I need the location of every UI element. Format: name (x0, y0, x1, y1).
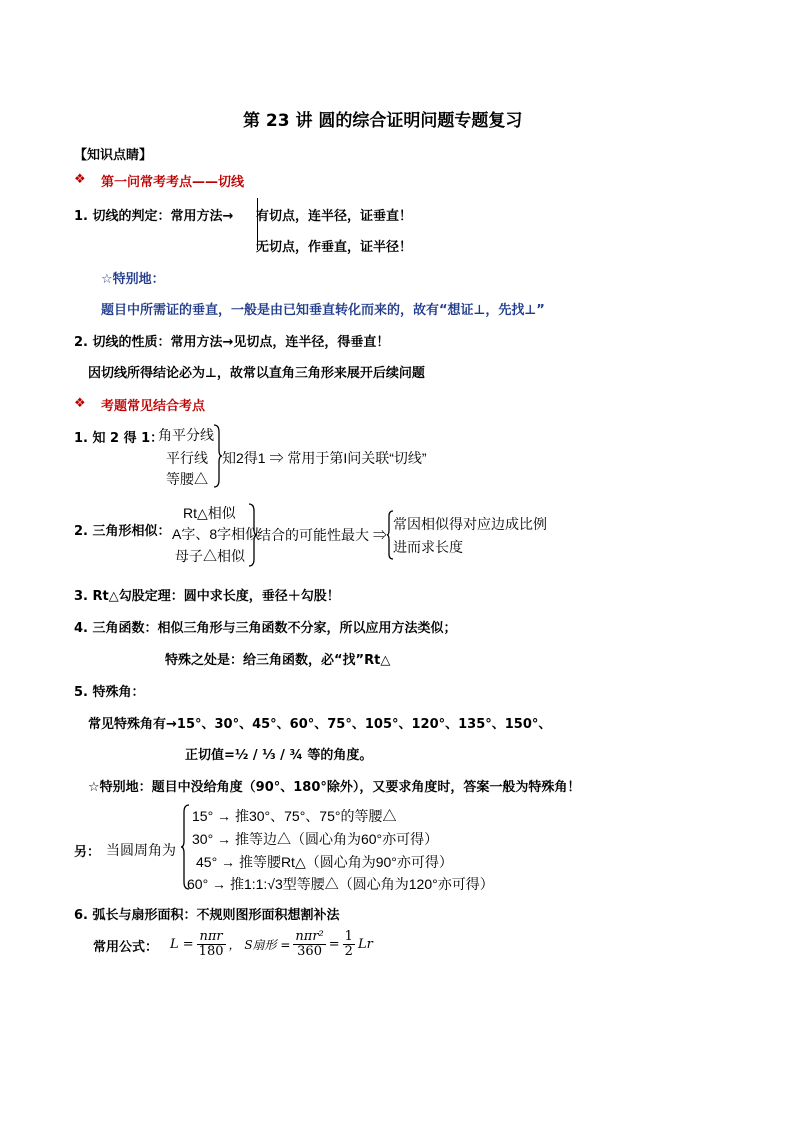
item-similar-label: 2. 三角形相似： (74, 524, 171, 539)
option-mother-child-similar: 母子△相似 (175, 548, 245, 564)
sector-numerator: nπr² (295, 929, 324, 944)
item-special-angles-label: 5. 特殊角： (74, 685, 145, 700)
sector-area-fraction (293, 930, 325, 959)
similar-middle: 结合的可能性最大 ⇒ (257, 527, 387, 543)
item-trig-sub: 特殊之处是：给三角函数，必“找”Rt△ (165, 653, 391, 668)
item-zhi2de1-label: 1. 知 2 得 1： (74, 431, 164, 446)
sector-denominator: 360 (297, 944, 322, 959)
tangent-property-note: 因切线所得结论必为⊥，故常以直角三角形来展开后续问题 (88, 366, 425, 381)
another-label: 另： (74, 845, 101, 860)
option-a8-similar: A字、8字相似 (172, 526, 260, 542)
formula-S: ， S扇形 = (228, 938, 291, 952)
item-tangent-judgement-label: 1. 切线的判定：常用方法→ (74, 209, 234, 224)
arc-numerator: nπr (197, 930, 226, 945)
angle-case-60: 60° → 推1:1:√3型等腰△（圆心角为120°亦可得） (187, 876, 494, 892)
option-angle-bisector: 角平分线 (158, 427, 214, 443)
item-trig-label: 4. 三角函数：相似三角形与三角函数不分家，所以应用方法类似； (74, 621, 457, 636)
formula-L: L = (170, 937, 194, 952)
angle-case-15: 15° → 推30°、75°、75°的等腰△ (192, 808, 397, 824)
zhi2de1-result: 知2得1 ⇒ 常用于第I问关联“切线” (222, 450, 427, 466)
option-rt-similar: Rt△相似 (183, 505, 236, 521)
angle-case-30: 30° → 推等边△（圆心角为60°亦可得） (192, 831, 439, 847)
half-denominator: 2 (344, 944, 353, 959)
item-arc-sector-label: 6. 弧长与扇形面积：不规则图形面积想割补法 (74, 908, 340, 923)
item-pythagoras: 3. Rt△勾股定理：圆中求长度，垂径＋勾股！ (74, 589, 340, 604)
option-parallel-line: 平行线 (166, 450, 208, 466)
formula-equals: = (328, 937, 340, 952)
special-angles-note: ☆特别地：题目中没给角度（90°、180°除外），又要求角度时，答案一般为特殊角！ (88, 780, 581, 795)
formula-label: 常用公式： (93, 940, 159, 955)
formula (170, 930, 373, 959)
arc-length-fraction (197, 930, 226, 959)
special-note-text: 题目中所需证的垂直，一般是由已知垂直转化而来的，故有“想证⊥，先找⊥” (101, 303, 545, 318)
tangent-method-1: 有切点，连半径，证垂直！ (256, 209, 413, 224)
another-lead: 当圆周角为 (106, 842, 176, 858)
heading-tangent: 第一问常考考点——切线 (101, 175, 245, 190)
heading-common-combos: 考题常见结合考点 (101, 399, 206, 414)
formula-Lr: Lr (357, 937, 373, 952)
special-note-title: ☆特别地： (101, 272, 165, 287)
diamond-bullet-icon: ❖ (74, 396, 86, 411)
similar-result-2: 进而求长度 (393, 539, 463, 555)
page-title: 第 23 讲 圆的综合证明问题专题复习 (243, 111, 523, 131)
half-fraction (343, 930, 355, 959)
arc-denominator: 180 (198, 944, 224, 959)
half-numerator: 1 (344, 929, 353, 944)
similar-result-1: 常因相似得对应边成比例 (393, 516, 547, 532)
tangent-method-2: 无切点，作垂直，证半径！ (256, 240, 413, 255)
special-angles-line2: 正切值=½ / ⅓ / ¾ 等的角度。 (185, 748, 373, 763)
diamond-bullet-icon: ❖ (74, 172, 86, 187)
special-angles-line1: 常见特殊角有→15°、30°、45°、60°、75°、105°、120°、135°、150°、 (88, 717, 552, 732)
angle-case-45: 45° → 推等腰Rt△（圆心角为90°亦可得） (196, 854, 453, 870)
section-knowledge-heading: 【知识点睛】 (74, 148, 153, 163)
item-tangent-property: 2. 切线的性质：常用方法→见切点，连半径，得垂直！ (74, 335, 390, 350)
option-isosceles: 等腰△ (166, 471, 208, 487)
